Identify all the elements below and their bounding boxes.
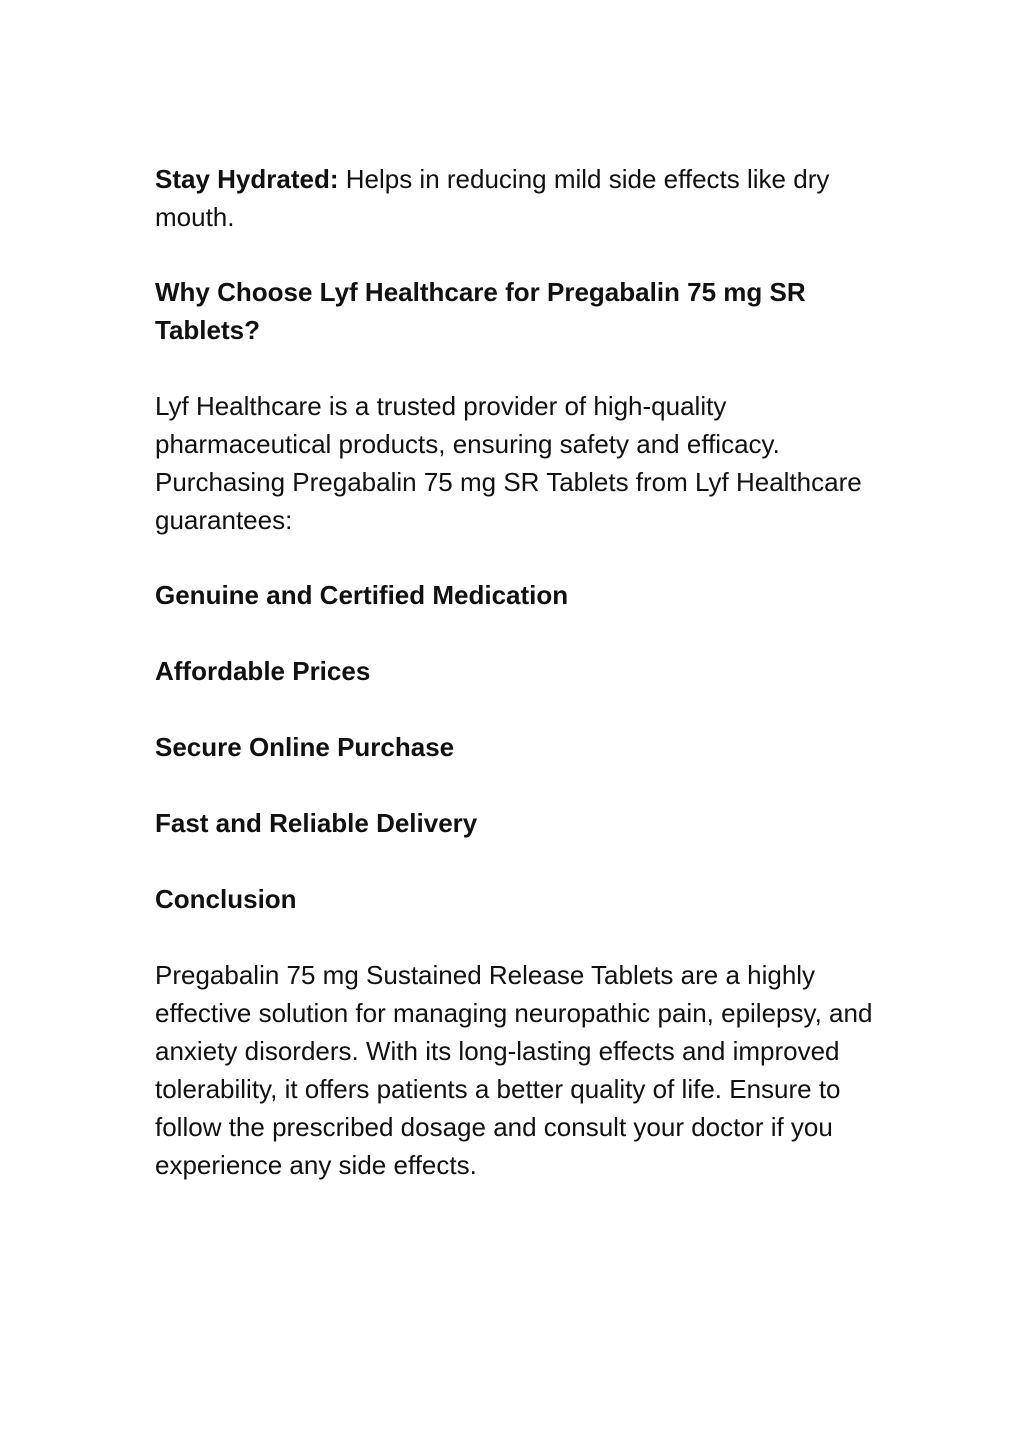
document-page: [155, 160, 875, 1221]
stay-hydrated-tip: [155, 160, 875, 236]
benefit-affordable: Affordable Prices: [155, 656, 371, 686]
why-choose-paragraph: Lyf Healthcare is a trusted provider of high-quality pharmaceutical products, ensuring safety and efficacy. Purchasing Pregabalin 75 mg SR Tablets from Lyf Healthcare guarantees:: [155, 391, 862, 535]
tip-text: Helps in reducing mild side effects like dry mouth.: [155, 164, 830, 232]
conclusion-paragraph: Pregabalin 75 mg Sustained Release Tablets are a highly effective solution for managing neuropathic pain, epilepsy, and anxiety disorders. With its long-lasting effects and improved tolerability, it offers patients a better quality of life. Ensure to follow the prescribed dosage and consult your doctor if you experience any side effects.: [155, 960, 873, 1180]
tip-label: Stay Hydrated:: [155, 164, 339, 194]
why-choose-heading: Why Choose Lyf Healthcare for Pregabalin 75 mg SR Tablets?: [155, 277, 806, 345]
benefit-secure: Secure Online Purchase: [155, 732, 455, 762]
benefit-delivery: Fast and Reliable Delivery: [155, 808, 478, 838]
conclusion-heading: Conclusion: [155, 884, 297, 914]
benefit-genuine: Genuine and Certified Medication: [155, 580, 569, 610]
